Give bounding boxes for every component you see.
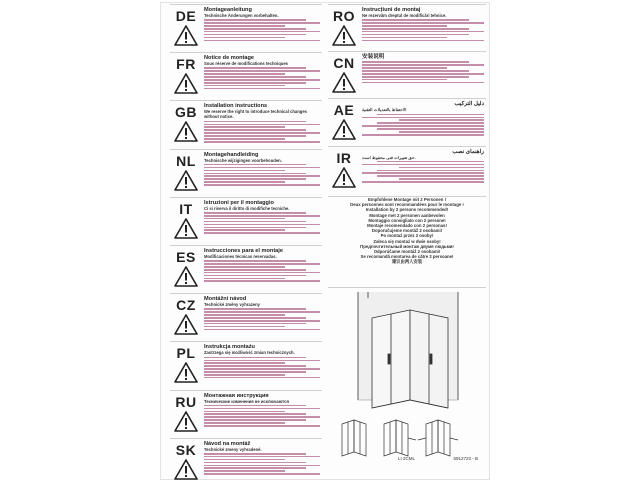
right-language-column — [328, 4, 486, 193]
section-text — [204, 7, 320, 42]
section-heading: راهنمای نصب — [452, 148, 484, 155]
text-line — [204, 408, 320, 410]
text-line — [204, 141, 320, 143]
section-text — [204, 103, 320, 143]
section-subheading: Modificaciones técnicas reservadas. — [204, 253, 277, 259]
text-line — [204, 82, 306, 84]
section-heading: Instrucțiuni de montaj — [362, 7, 421, 13]
text-line — [204, 362, 285, 364]
warning-icon — [174, 314, 198, 335]
text-line — [399, 131, 484, 133]
text-line — [377, 128, 484, 130]
text-line — [204, 411, 285, 413]
text-line — [204, 470, 285, 472]
section-heading: 安装说明 — [362, 54, 385, 61]
section-text — [362, 149, 484, 184]
text-line — [204, 224, 320, 226]
install-note-line: Se recomandă montarea de către 2 persoane! — [360, 254, 454, 260]
text-line — [204, 28, 306, 30]
language-section-cn — [328, 51, 486, 97]
language-code: FR — [176, 56, 196, 73]
install-note-line: Предпочтительный монтаж двумя людьми! — [360, 243, 454, 249]
text-line — [204, 25, 285, 27]
text-line — [204, 221, 306, 223]
install-note-line: Montaje recomendado con 2 personas! — [367, 223, 447, 229]
section-heading: Instrucciones para el montaje — [204, 247, 283, 254]
shower-main-view — [358, 292, 458, 408]
text-line — [362, 34, 469, 36]
install-note-line: Montaggio consigliato con 2 persone! — [368, 217, 446, 223]
text-line — [204, 73, 285, 75]
text-line — [204, 371, 306, 373]
section-text — [204, 55, 320, 90]
text-line — [362, 67, 447, 69]
language-code: SK — [175, 441, 197, 458]
text-line — [204, 227, 306, 229]
text-line — [362, 82, 484, 84]
text-line — [204, 129, 306, 131]
language-section-es — [170, 245, 322, 292]
text-line — [204, 462, 306, 464]
text-line — [204, 425, 320, 427]
section-text — [204, 248, 320, 283]
text-line — [204, 278, 285, 280]
text-line — [204, 260, 306, 262]
model-code: LI 2CML — [398, 456, 416, 461]
text-line — [399, 178, 484, 180]
text-line — [204, 263, 320, 265]
text-line — [204, 275, 306, 277]
text-line — [377, 122, 484, 124]
text-line — [204, 456, 320, 458]
text-line — [362, 125, 484, 127]
text-line — [204, 181, 285, 183]
text-line — [362, 181, 484, 183]
text-line — [399, 167, 484, 169]
text-line — [204, 323, 306, 325]
text-line — [204, 85, 285, 87]
shower-variant-views — [342, 420, 458, 456]
text-line — [204, 167, 320, 169]
section-subheading: Ci si riserva il diritto di modifiche tecniche. — [204, 205, 290, 211]
text-line — [362, 164, 484, 166]
language-section-ir — [328, 146, 486, 192]
language-section-cz — [170, 293, 322, 340]
text-line — [204, 132, 320, 134]
warning-icon — [174, 362, 198, 383]
language-code: AE — [333, 102, 355, 119]
text-line — [362, 31, 484, 33]
section-text — [204, 441, 320, 476]
warning-icon — [332, 25, 356, 46]
text-line — [204, 232, 320, 234]
language-code: RO — [333, 8, 355, 24]
text-line — [362, 40, 484, 42]
text-line — [204, 419, 306, 421]
section-heading: Montážní návod — [204, 296, 247, 303]
section-text — [362, 101, 484, 136]
language-section-ru — [170, 390, 322, 437]
text-line — [204, 170, 285, 172]
language-code: NL — [176, 152, 196, 169]
text-line — [204, 22, 320, 24]
shower-enclosure-drawing — [328, 288, 486, 466]
text-line — [362, 172, 484, 174]
text-line — [204, 40, 320, 42]
warning-icon — [174, 170, 198, 191]
language-section-sk — [170, 438, 322, 485]
text-line — [204, 272, 320, 274]
language-section-pl — [170, 341, 322, 388]
text-line — [204, 360, 320, 362]
text-line — [204, 178, 306, 180]
text-line — [204, 88, 320, 90]
install-note-line: Odporúčame montáž 2 osobami! — [373, 249, 441, 255]
text-line — [204, 135, 306, 137]
text-line — [204, 266, 285, 268]
two-person-installation-box — [328, 196, 486, 288]
section-subheading: الاحتفاظ بالتعديلات التقنية — [362, 107, 407, 113]
section-heading: دليل التركيب — [454, 101, 484, 108]
section-subheading: Sous réserve de modifications techniques — [204, 61, 289, 67]
section-text — [204, 296, 320, 331]
warning-icon — [174, 459, 198, 480]
install-note-line: Zaleca się montaż w dwie osoby! — [373, 238, 441, 244]
section-heading: Notice de montage — [204, 55, 255, 62]
section-heading: Instrukcja montażu — [204, 344, 255, 351]
section-subheading: حق تغییرات فنی محفوظ است. — [362, 154, 416, 160]
text-line — [204, 67, 306, 69]
text-line — [362, 19, 469, 21]
section-heading: Montageanleitung — [204, 7, 252, 13]
install-note-line: 建议由两人安装 — [391, 259, 423, 265]
warning-icon — [174, 25, 198, 46]
section-text — [204, 393, 320, 428]
text-line — [362, 22, 484, 24]
text-line — [204, 37, 285, 39]
text-line — [204, 473, 320, 475]
text-line — [204, 416, 320, 418]
text-line — [204, 467, 306, 469]
warning-icon — [174, 266, 198, 287]
text-line — [204, 79, 320, 81]
language-section-it — [170, 197, 322, 244]
text-line — [377, 114, 484, 116]
text-line — [204, 269, 306, 271]
section-subheading: Technische wijzigingen voorbehouden. — [204, 157, 282, 163]
text-line — [362, 37, 447, 39]
text-line — [362, 61, 469, 63]
text-line — [362, 70, 469, 72]
text-line — [362, 64, 484, 66]
section-subheading: Technische Änderungen vorbehalten. — [204, 13, 279, 18]
install-note-line: Installation by 2 persons recommended! — [365, 207, 449, 213]
text-line — [204, 459, 285, 461]
text-line — [204, 215, 320, 217]
warning-icon — [174, 73, 198, 94]
text-line — [204, 184, 320, 186]
text-line — [204, 121, 306, 123]
install-note-line: Montage met 2 personen aanbevolen — [369, 212, 445, 218]
text-line — [204, 212, 306, 214]
install-note-line: Deux personnes sont recommandées pour le montage ! — [350, 202, 464, 208]
warning-icon — [174, 121, 198, 142]
text-line — [204, 413, 306, 415]
text-line — [362, 79, 447, 81]
text-line — [204, 365, 306, 367]
language-section-gb — [170, 100, 322, 147]
section-subheading: Технические изменения не исключаются — [204, 398, 289, 404]
text-line — [204, 31, 320, 33]
text-line — [204, 164, 306, 166]
text-line — [362, 73, 484, 75]
section-subheading: We reserve the right to introduce technical changes without notice. — [204, 109, 308, 120]
text-line — [204, 368, 320, 370]
text-line — [377, 161, 484, 163]
text-line — [204, 422, 285, 424]
language-code: CZ — [176, 297, 196, 314]
language-code: CN — [333, 55, 355, 72]
text-line — [204, 465, 320, 467]
text-line — [204, 329, 320, 331]
text-line — [204, 70, 320, 72]
text-line — [204, 138, 285, 140]
text-line — [204, 173, 306, 175]
section-text — [362, 7, 484, 42]
text-line — [204, 314, 285, 316]
language-code: RU — [175, 393, 197, 410]
text-line — [204, 326, 285, 328]
language-code: IR — [336, 149, 352, 166]
text-line — [204, 453, 306, 455]
section-subheading: Technické změny vyhrazeny — [204, 302, 261, 308]
install-note-line: Empfohlene Montage mit 2 Personen ! — [367, 197, 447, 202]
section-heading: Istruzioni per il montaggio — [204, 199, 274, 206]
install-note-line: Po montaż przez 2 osoby! — [380, 233, 434, 239]
language-code: PL — [176, 345, 196, 362]
text-line — [204, 218, 285, 220]
text-line — [204, 320, 320, 322]
text-line — [204, 311, 320, 313]
text-line — [204, 175, 320, 177]
language-section-ae — [328, 98, 486, 144]
section-heading: Монтажная инструкция — [204, 392, 269, 399]
language-code: ES — [176, 248, 196, 265]
text-line — [204, 229, 285, 231]
text-line — [399, 119, 484, 121]
section-heading: Installation instructions — [204, 103, 268, 110]
language-code: GB — [175, 104, 197, 121]
text-line — [362, 28, 469, 30]
text-line — [362, 76, 469, 78]
text-line — [377, 170, 484, 172]
section-text — [362, 54, 484, 84]
warning-icon — [332, 167, 356, 188]
section-text — [204, 344, 320, 379]
text-line — [204, 374, 285, 376]
text-line — [377, 175, 484, 177]
text-line — [204, 19, 306, 21]
language-section-de — [170, 4, 322, 51]
left-language-column — [170, 4, 322, 486]
language-section-nl — [170, 149, 322, 196]
language-section-ro — [328, 4, 486, 50]
section-text — [204, 152, 320, 187]
text-line — [204, 126, 285, 128]
text-line — [362, 134, 484, 136]
warning-icon — [332, 119, 356, 140]
language-code: IT — [179, 200, 193, 217]
text-line — [204, 308, 306, 310]
warning-icon — [174, 411, 198, 432]
language-code: DE — [175, 8, 197, 24]
text-line — [204, 357, 306, 359]
language-section-fr — [170, 52, 322, 99]
install-note-line: Doporučujeme montáž 2 osobami! — [371, 228, 443, 234]
section-text — [204, 200, 320, 235]
text-line — [204, 34, 306, 36]
text-line — [204, 280, 320, 282]
document-code: 6912723 - B — [453, 456, 478, 461]
warning-icon — [174, 218, 198, 239]
section-heading: Montagehandleiding — [204, 151, 259, 158]
section-subheading: Zastrzega się możliwość zmian technicznych. — [204, 350, 295, 356]
text-line — [204, 76, 306, 78]
warning-icon — [332, 72, 356, 93]
text-line — [362, 25, 447, 27]
section-heading: Návod na montáž — [204, 440, 251, 447]
text-line — [204, 405, 306, 407]
text-line — [204, 124, 320, 126]
text-line — [362, 117, 484, 119]
section-subheading: Technické zmeny vyhradené. — [204, 446, 262, 452]
text-line — [204, 377, 320, 379]
text-line — [204, 317, 306, 319]
section-subheading: Ne rezervăm dreptul de modificări tehnice. — [362, 13, 447, 18]
